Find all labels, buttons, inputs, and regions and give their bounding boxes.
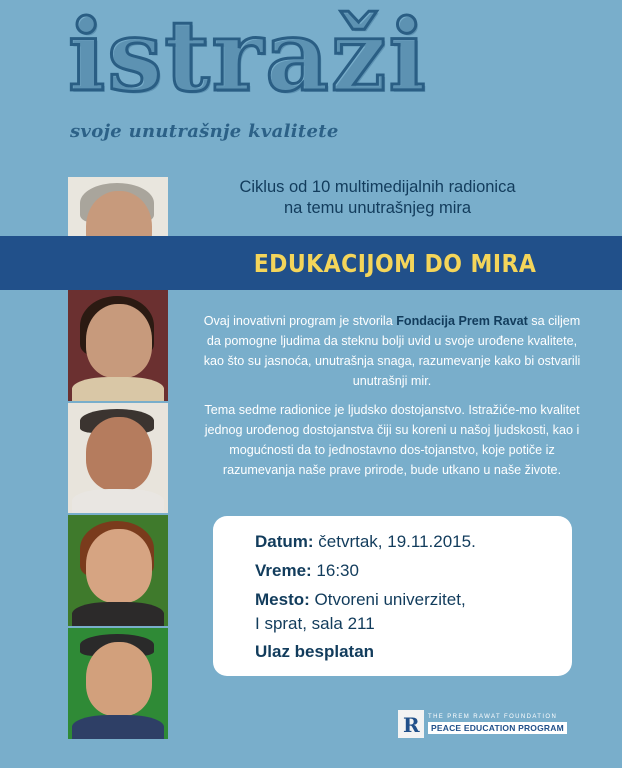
intro-text-start: Ovaj inovativni program je stvorila (203, 314, 397, 328)
place-value: Otvoreni univerzitet, (309, 590, 466, 609)
man-profile-photo (68, 403, 168, 516)
place-row (255, 589, 466, 611)
logo-foundation-text: THE PREM RAWAT FOUNDATION (428, 714, 558, 720)
place-label: Mesto: (255, 590, 310, 609)
time-label: Vreme: (255, 561, 312, 580)
entry-note: Ulaz besplatan (255, 642, 375, 661)
young-woman-photo (68, 290, 168, 403)
cycle-line-1: Ciklus od 10 multimedijalnih radionica (239, 178, 516, 196)
cycle-description (180, 177, 575, 219)
cycle-line-2: na temu unutrašnjeg mira (283, 199, 472, 217)
title: istraži (68, 0, 428, 114)
intro-text-end: sa ciljem da pomogne ljudima da steknu bolji uvid u svoje urođene kvalitete, kao što su jasnoća, unutrašnja snaga, razumevanje kako bi ostvarili unutrašnji mir. (203, 314, 581, 388)
time-row (255, 560, 359, 582)
date-value: četvrtak, 19.11.2015. (313, 532, 476, 551)
event-info-box (213, 516, 572, 676)
time-value: 16:30 (311, 561, 359, 580)
banner-title: EDUKACIJOM DO MIRA (253, 248, 537, 278)
logo-mark-icon: R (398, 710, 424, 738)
woman-smiling-photo (68, 515, 168, 628)
date-label: Datum: (255, 532, 314, 551)
intro-paragraph (198, 311, 586, 391)
place-row-2: I sprat, sala 211 (255, 614, 375, 633)
logo-program-text: PEACE EDUCATION PROGRAM (428, 722, 567, 734)
subtitle: svoje unutrašnje kvalitete (70, 121, 339, 142)
topic-paragraph: Tema sedme radionice je ljudsko dostojanstvo. Istražiće-mo kvalitet jednog urođenog dostojanstva čiji su koreni u našoj ljudskosti, kao i mogućnosti da to jednostavno dos-tojanstvo, koje potiče iz razumevanja naše prave prirode, bude utkano u naše živote. (204, 403, 580, 477)
foundation-logo (398, 709, 567, 739)
foundation-name: Fondacija Prem Ravat (396, 314, 528, 328)
date-row (255, 531, 476, 553)
young-man-photo (68, 628, 168, 739)
